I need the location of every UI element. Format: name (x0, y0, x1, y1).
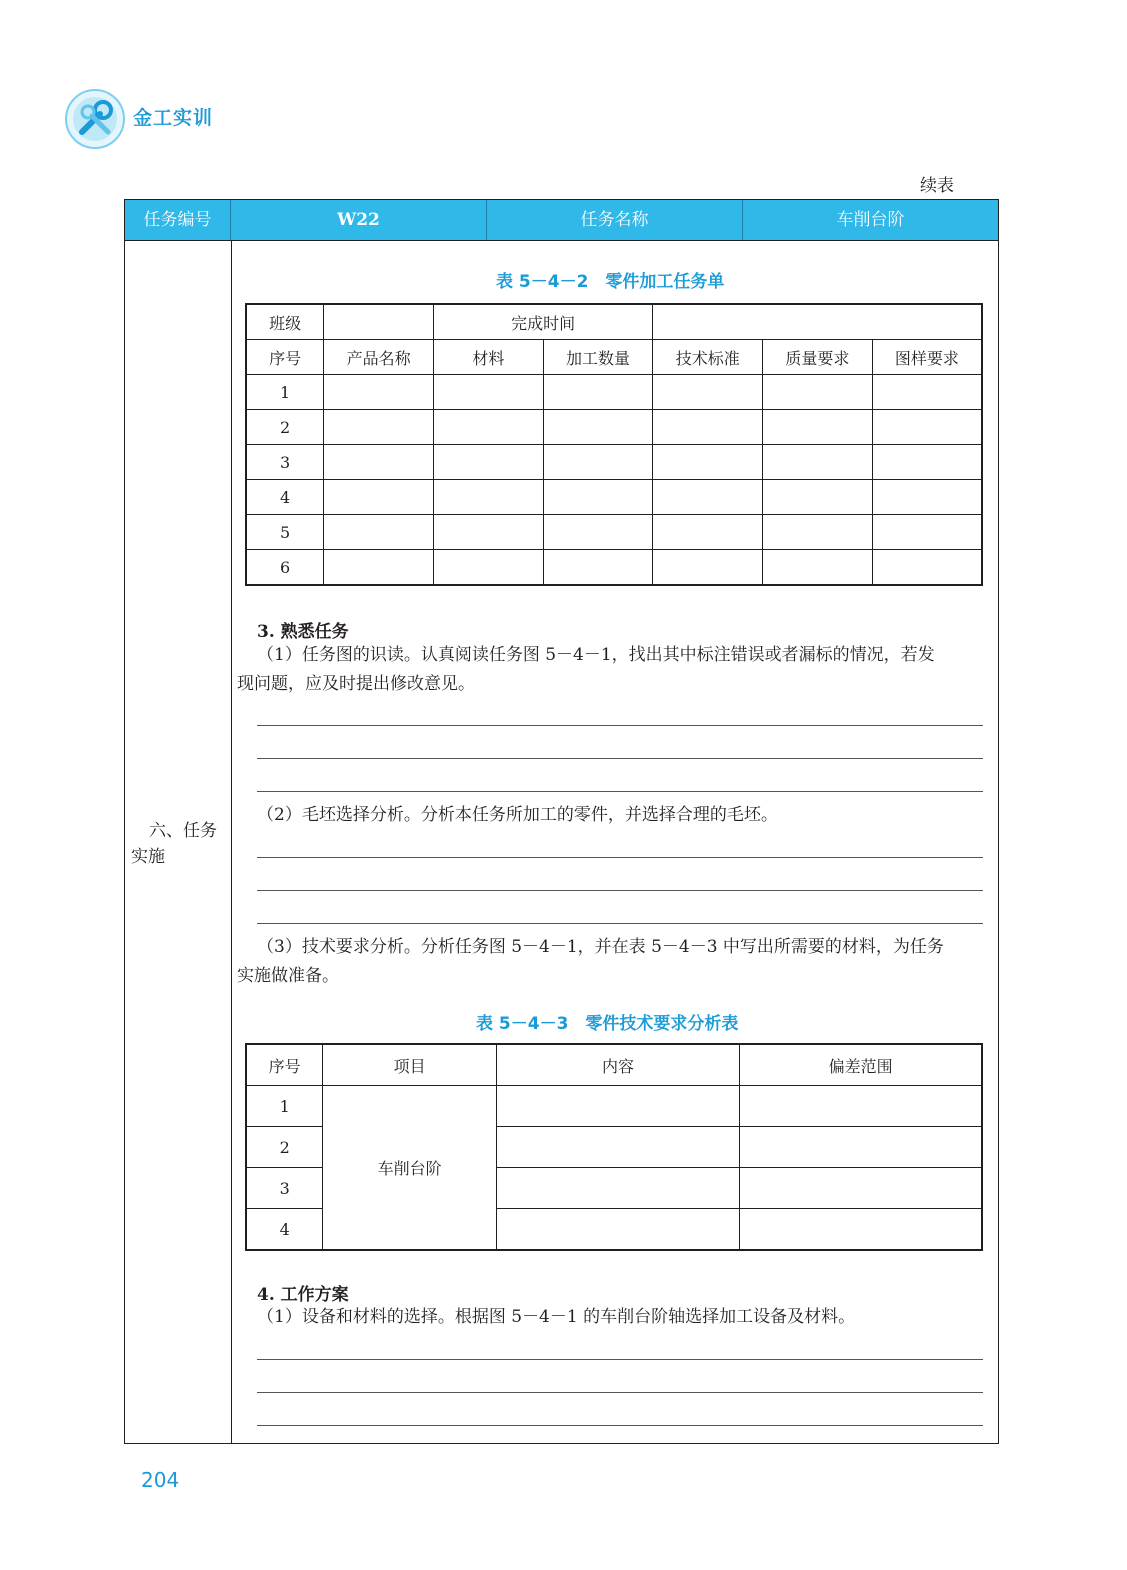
table-cell[interactable] (653, 445, 763, 480)
table-cell[interactable] (653, 550, 763, 586)
section3-item3-line2: 实施做准备。 (237, 966, 339, 986)
column-divider (231, 240, 232, 1443)
column-header: 序号 (246, 340, 324, 375)
row-number: 1 (246, 1086, 323, 1127)
answer-line[interactable] (257, 857, 983, 858)
wrench-gear-icon (64, 88, 126, 150)
section-label-line1: 六、任务 (149, 821, 217, 841)
answer-line[interactable] (257, 791, 983, 792)
table-cell[interactable] (433, 445, 543, 480)
section3-item2: （2）毛坯选择分析。分析本任务所加工的零件，并选择合理的毛坯。 (257, 805, 778, 825)
table-cell[interactable] (324, 515, 434, 550)
section3-item3-line1: （3）技术要求分析。分析任务图 5－4－1，并在表 5－4－3 中写出所需要的材料，为任务 (257, 937, 944, 957)
table-cell[interactable] (653, 375, 763, 410)
table-cell[interactable] (433, 515, 543, 550)
table-cell[interactable] (543, 480, 653, 515)
finish-time-label: 完成时间 (433, 304, 652, 340)
table-cell[interactable] (763, 410, 873, 445)
answer-line[interactable] (257, 1392, 983, 1393)
section3-item1-line1: （1）任务图的识读。认真阅读任务图 5－4－1，找出其中标注错误或者漏标的情况，若发 (257, 645, 935, 665)
column-header: 内容 (496, 1044, 739, 1086)
table-cell[interactable] (763, 515, 873, 550)
table-cell[interactable] (740, 1168, 982, 1209)
row-number: 3 (246, 445, 324, 480)
column-header: 图样要求 (872, 340, 982, 375)
table1-caption: 表 5－4－2 零件加工任务单 (496, 272, 725, 292)
table-cell[interactable] (543, 515, 653, 550)
table-cell[interactable] (543, 375, 653, 410)
answer-line[interactable] (257, 1425, 983, 1426)
section-label (131, 818, 227, 870)
table-cell[interactable] (653, 410, 763, 445)
answer-line[interactable] (257, 890, 983, 891)
section-label-line2: 实施 (131, 847, 165, 867)
book-title: 金工实训 (133, 107, 214, 129)
table-cell[interactable] (496, 1086, 739, 1127)
table-cell[interactable] (740, 1127, 982, 1168)
task-header-row (125, 200, 998, 241)
table-cell[interactable] (740, 1086, 982, 1127)
table-cell[interactable] (763, 480, 873, 515)
row-number: 5 (246, 515, 324, 550)
table-row (246, 410, 982, 445)
column-header: 材料 (433, 340, 543, 375)
table-cell[interactable] (324, 480, 434, 515)
table-cell[interactable] (653, 515, 763, 550)
class-cell[interactable] (324, 304, 434, 340)
table-row (246, 480, 982, 515)
table-cell[interactable] (740, 1209, 982, 1251)
table-row (246, 445, 982, 480)
row-number: 6 (246, 550, 324, 586)
table-cell[interactable] (324, 445, 434, 480)
section3-heading: 3. 熟悉任务 (257, 622, 349, 642)
table-cell[interactable] (324, 410, 434, 445)
table-cell[interactable] (872, 445, 982, 480)
task-id-value: W22 (231, 200, 487, 240)
table-cell[interactable] (433, 375, 543, 410)
table-cell[interactable] (543, 550, 653, 586)
continued-label: 续表 (920, 176, 954, 196)
table-row (246, 1086, 982, 1127)
row-number: 4 (246, 1209, 323, 1251)
task-name-label: 任务名称 (487, 200, 743, 240)
task-sheet-table (245, 303, 983, 586)
table-cell[interactable] (324, 375, 434, 410)
row-number: 4 (246, 480, 324, 515)
table-cell[interactable] (872, 375, 982, 410)
task-name-value: 车削台阶 (836, 210, 905, 230)
table-cell[interactable] (324, 550, 434, 586)
row-number: 2 (246, 1127, 323, 1168)
table-header-row (246, 1044, 982, 1086)
section3-item1-line2: 现问题，应及时提出修改意见。 (237, 674, 475, 694)
table-cell[interactable] (763, 550, 873, 586)
row-number: 3 (246, 1168, 323, 1209)
answer-line[interactable] (257, 758, 983, 759)
table-cell[interactable] (433, 410, 543, 445)
column-header: 技术标准 (653, 340, 763, 375)
column-header: 质量要求 (763, 340, 873, 375)
item-name: 车削台阶 (323, 1086, 497, 1251)
column-header: 产品名称 (324, 340, 434, 375)
table-cell[interactable] (433, 550, 543, 586)
class-label: 班级 (246, 304, 324, 340)
table-cell[interactable] (872, 410, 982, 445)
table-header-row (246, 340, 982, 375)
table-cell[interactable] (543, 445, 653, 480)
section4-heading: 4. 工作方案 (257, 1285, 349, 1305)
finish-time-cell[interactable] (653, 304, 982, 340)
tech-requirements-table (245, 1043, 983, 1251)
task-id-label: 任务编号 (125, 200, 231, 240)
column-header: 序号 (246, 1044, 323, 1086)
table-cell[interactable] (496, 1168, 739, 1209)
table-cell[interactable] (872, 480, 982, 515)
table-row (246, 375, 982, 410)
table-cell[interactable] (872, 550, 982, 586)
column-header: 项目 (323, 1044, 497, 1086)
table-cell[interactable] (496, 1209, 739, 1251)
row-number: 2 (246, 410, 324, 445)
page-number: 204 (141, 1468, 180, 1492)
answer-line[interactable] (257, 1359, 983, 1360)
table-cell[interactable] (763, 375, 873, 410)
table-cell[interactable] (543, 410, 653, 445)
table-cell[interactable] (763, 445, 873, 480)
answer-line[interactable] (257, 923, 983, 924)
table-cell[interactable] (653, 480, 763, 515)
row-number: 1 (246, 375, 324, 410)
table2-caption: 表 5－4－3 零件技术要求分析表 (476, 1014, 739, 1034)
table-row (246, 550, 982, 586)
section4-item1: （1）设备和材料的选择。根据图 5－4－1 的车削台阶轴选择加工设备及材料。 (257, 1307, 856, 1327)
table-row (246, 515, 982, 550)
column-header: 加工数量 (543, 340, 653, 375)
table-cell[interactable] (872, 515, 982, 550)
answer-line[interactable] (257, 725, 983, 726)
table-cell[interactable] (496, 1127, 739, 1168)
table-row (246, 304, 982, 340)
column-header: 偏差范围 (740, 1044, 982, 1086)
table-cell[interactable] (433, 480, 543, 515)
